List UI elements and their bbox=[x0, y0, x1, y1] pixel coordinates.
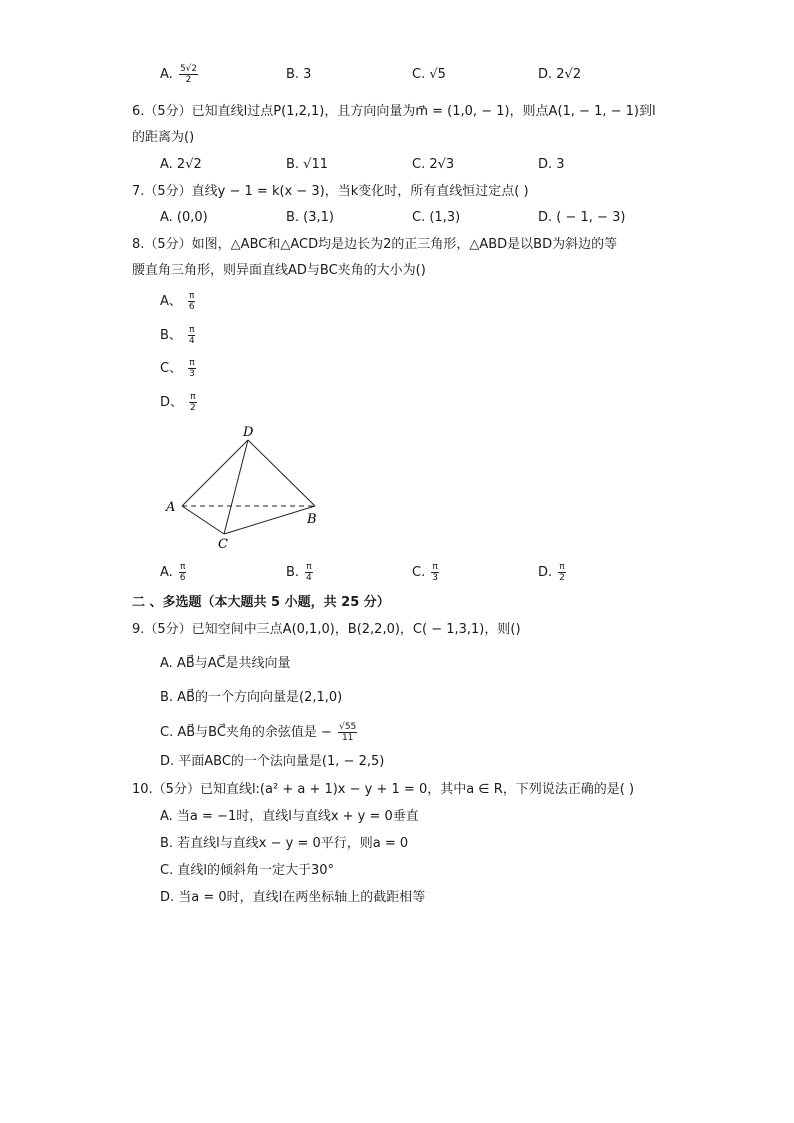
q8-option-c bbox=[412, 562, 441, 584]
fraction-numerator: π bbox=[189, 358, 195, 368]
q8-vertical-option-b bbox=[160, 325, 197, 346]
option-fraction bbox=[431, 562, 438, 583]
edge-dc bbox=[224, 440, 248, 534]
fraction-numerator: π bbox=[559, 562, 565, 572]
q10-option-c: C. 直线l的倾斜角一定大于30° bbox=[160, 863, 334, 878]
q6-option-b: B. √11 bbox=[286, 157, 329, 172]
option-fraction bbox=[338, 722, 357, 743]
fraction-denominator: 4 bbox=[188, 336, 195, 346]
fraction-numerator: π bbox=[432, 562, 438, 572]
option-label: D、 bbox=[160, 395, 184, 410]
q9-option-d: D. 平面ABC的一个法向量是(1, − 2,5) bbox=[160, 754, 385, 769]
q8-tetrahedron-figure bbox=[150, 420, 350, 555]
q6-option-d: D. 3 bbox=[538, 157, 565, 172]
option-label: A、 bbox=[160, 294, 182, 309]
q7-option-b: B. (3,1) bbox=[286, 210, 335, 225]
q8-vertical-option-c bbox=[160, 358, 198, 379]
option-fraction bbox=[188, 325, 195, 346]
q8-stem-line2: 腰直角三角形，则异面直线AD与BC夹角的大小为() bbox=[132, 263, 426, 278]
section-heading-multiple-choice: 二 、多选题（本大题共 5 小题，共 25 分） bbox=[132, 595, 390, 610]
fraction-denominator: 2 bbox=[190, 403, 196, 413]
fraction-denominator: 6 bbox=[188, 302, 195, 312]
q5-option-a-label: A. bbox=[160, 67, 173, 82]
option-fraction bbox=[558, 562, 565, 583]
edge-ac bbox=[182, 506, 224, 534]
q7-options bbox=[160, 207, 720, 231]
q10-option-d: D. 当a = 0时，直线l在两坐标轴上的截距相等 bbox=[160, 890, 426, 905]
option-label: A. bbox=[160, 565, 173, 580]
q9-option-b: B. AB⃗的一个方向向量是(2,1,0) bbox=[160, 690, 343, 705]
q10-option-b: B. 若直线l与直线x − y = 0平行，则a = 0 bbox=[160, 836, 409, 851]
q10-stem: 10.（5分）已知直线l:(a² + a + 1)x − y + 1 = 0，其中a ∈ R，下列说法正确的是( ) bbox=[132, 782, 635, 797]
q6-stem-line2: 的距离为() bbox=[132, 130, 195, 145]
q8-option-a bbox=[160, 562, 188, 584]
option-fraction bbox=[305, 562, 312, 583]
fraction-denominator: 2 bbox=[185, 75, 192, 85]
q7-option-a: A. (0,0) bbox=[160, 210, 208, 225]
fraction-denominator: 11 bbox=[341, 733, 354, 743]
fraction-numerator: π bbox=[190, 392, 196, 402]
edge-db bbox=[248, 440, 315, 506]
option-fraction bbox=[188, 358, 195, 379]
q8-option-d bbox=[538, 562, 568, 584]
vertex-label-c: C bbox=[218, 537, 228, 552]
q7-option-c: C. (1,3) bbox=[412, 210, 461, 225]
q5-options bbox=[160, 64, 720, 88]
q7-stem: 7.（5分）直线y − 1 = k(x − 3)，当k变化时，所有直线恒过定点( ) bbox=[132, 184, 529, 199]
option-text: C. AB⃗与BC⃗夹角的余弦值是 − bbox=[160, 725, 332, 740]
fraction-numerator: π bbox=[306, 562, 312, 572]
edge-ad bbox=[182, 440, 248, 506]
fraction-numerator: π bbox=[189, 325, 195, 335]
fraction-denominator: 2 bbox=[559, 573, 565, 583]
q8-vertical-option-d bbox=[160, 392, 199, 413]
fraction-numerator: π bbox=[189, 291, 195, 301]
q6-stem-line1: 6.（5分）已知直线l过点P(1,2,1)，且方向向量为m⃗ = (1,0, − 1)，则点A(1, − 1, − 1)到l bbox=[132, 104, 656, 119]
fraction-denominator: 3 bbox=[432, 573, 438, 583]
option-label: C、 bbox=[160, 361, 183, 376]
q5-option-d: D. 2√2 bbox=[538, 67, 582, 82]
q9-option-c bbox=[160, 722, 359, 743]
q5-option-b: B. 3 bbox=[286, 67, 312, 82]
fraction-denominator: 3 bbox=[189, 369, 195, 379]
q5-option-c: C. √5 bbox=[412, 67, 446, 82]
vertex-label-b: B bbox=[307, 512, 317, 527]
option-label: B、 bbox=[160, 328, 182, 343]
option-label: B. bbox=[286, 565, 300, 580]
vertex-label-d: D bbox=[243, 425, 254, 440]
q7-option-d: D. ( − 1, − 3) bbox=[538, 210, 626, 225]
option-label: C. bbox=[412, 565, 426, 580]
option-fraction bbox=[189, 392, 196, 413]
vertex-label-a: A bbox=[166, 500, 176, 515]
q5-option-a bbox=[160, 64, 200, 86]
fraction-numerator: 5√2 bbox=[179, 64, 198, 74]
q9-option-a: A. AB⃗与AC⃗是共线向量 bbox=[160, 656, 291, 671]
q8-options bbox=[160, 562, 720, 586]
q10-option-a: A. 当a = −1时，直线l与直线x + y = 0垂直 bbox=[160, 809, 419, 824]
q6-options bbox=[160, 154, 720, 178]
option-fraction bbox=[188, 291, 195, 312]
q8-stem-line1: 8.（5分）如图，△ABC和△ACD均是边长为2的正三角形，△ABD是以BD为斜边的等 bbox=[132, 237, 618, 252]
fraction-denominator: 6 bbox=[179, 573, 186, 583]
q9-stem: 9.（5分）已知空间中三点A(0,1,0)，B(2,2,0)，C( − 1,3,1)，则() bbox=[132, 622, 521, 637]
fraction-denominator: 4 bbox=[306, 573, 312, 583]
option-fraction bbox=[179, 562, 186, 583]
q8-option-b bbox=[286, 562, 315, 584]
fraction-numerator: √55 bbox=[339, 722, 357, 732]
option-label: D. bbox=[538, 565, 553, 580]
q8-vertical-option-a bbox=[160, 291, 197, 312]
q5-option-a-fraction bbox=[179, 64, 198, 85]
q6-option-a: A. 2√2 bbox=[160, 157, 202, 172]
q6-option-c: C. 2√3 bbox=[412, 157, 455, 172]
fraction-numerator: π bbox=[179, 562, 186, 572]
edge-cb bbox=[224, 506, 315, 534]
